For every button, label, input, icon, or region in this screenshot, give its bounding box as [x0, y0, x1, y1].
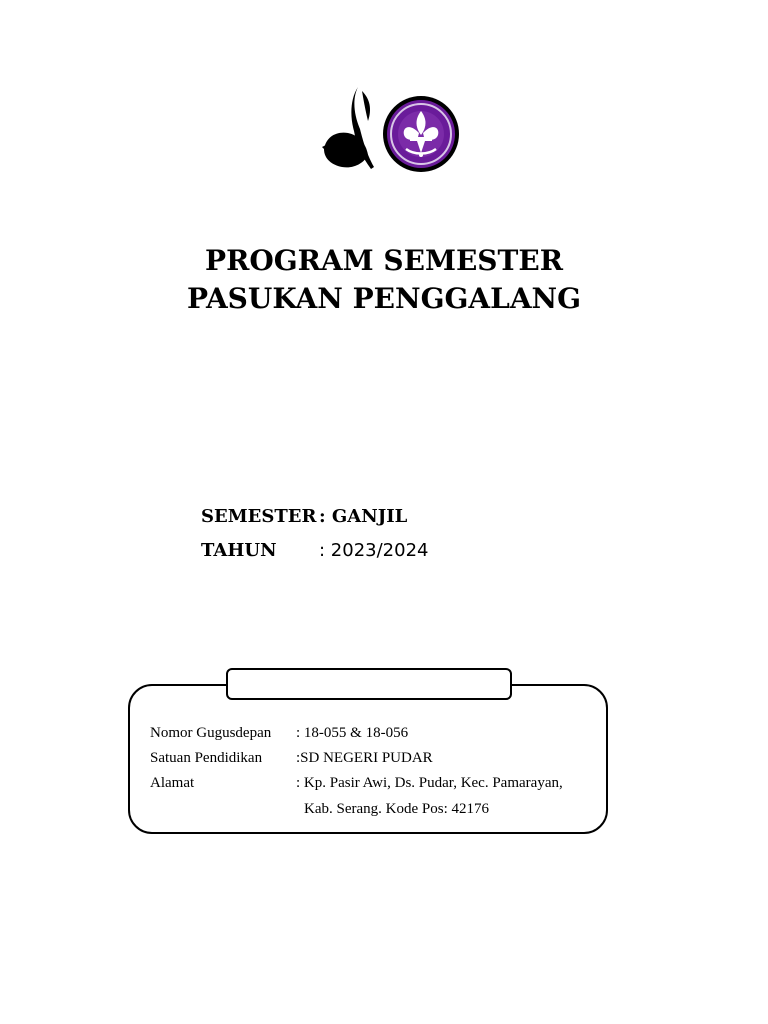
info-box-tab	[226, 668, 512, 700]
alamat-value-line1: : Kp. Pasir Awi, Ds. Pudar, Kec. Pamarayan,	[296, 775, 563, 791]
nomor-gugusdepan-label: Nomor Gugusdepan	[150, 725, 272, 741]
tahun-value: : 2023/2024	[319, 540, 429, 561]
alamat-label: Alamat	[150, 775, 195, 791]
world-scout-fleur-de-lis-icon	[383, 96, 459, 172]
satuan-pendidikan-value: :SD NEGERI PUDAR	[296, 750, 433, 766]
tahun-label: TAHUN	[201, 540, 277, 561]
tunas-kelapa-icon	[322, 87, 374, 169]
logo-svg	[318, 85, 468, 175]
semester-label: SEMESTER	[201, 506, 317, 527]
nomor-gugusdepan-value: : 18-055 & 18-056	[296, 725, 409, 741]
satuan-pendidikan-label: Satuan Pendidikan	[150, 750, 263, 766]
logo-group	[318, 85, 468, 175]
page-title-line2: PASUKAN PENGGALANG	[186, 282, 582, 315]
alamat-value-line2: Kab. Serang. Kode Pos: 42176	[304, 801, 489, 817]
semester-value: : GANJIL	[319, 506, 408, 527]
page-title-line1: PROGRAM SEMESTER	[205, 244, 563, 277]
